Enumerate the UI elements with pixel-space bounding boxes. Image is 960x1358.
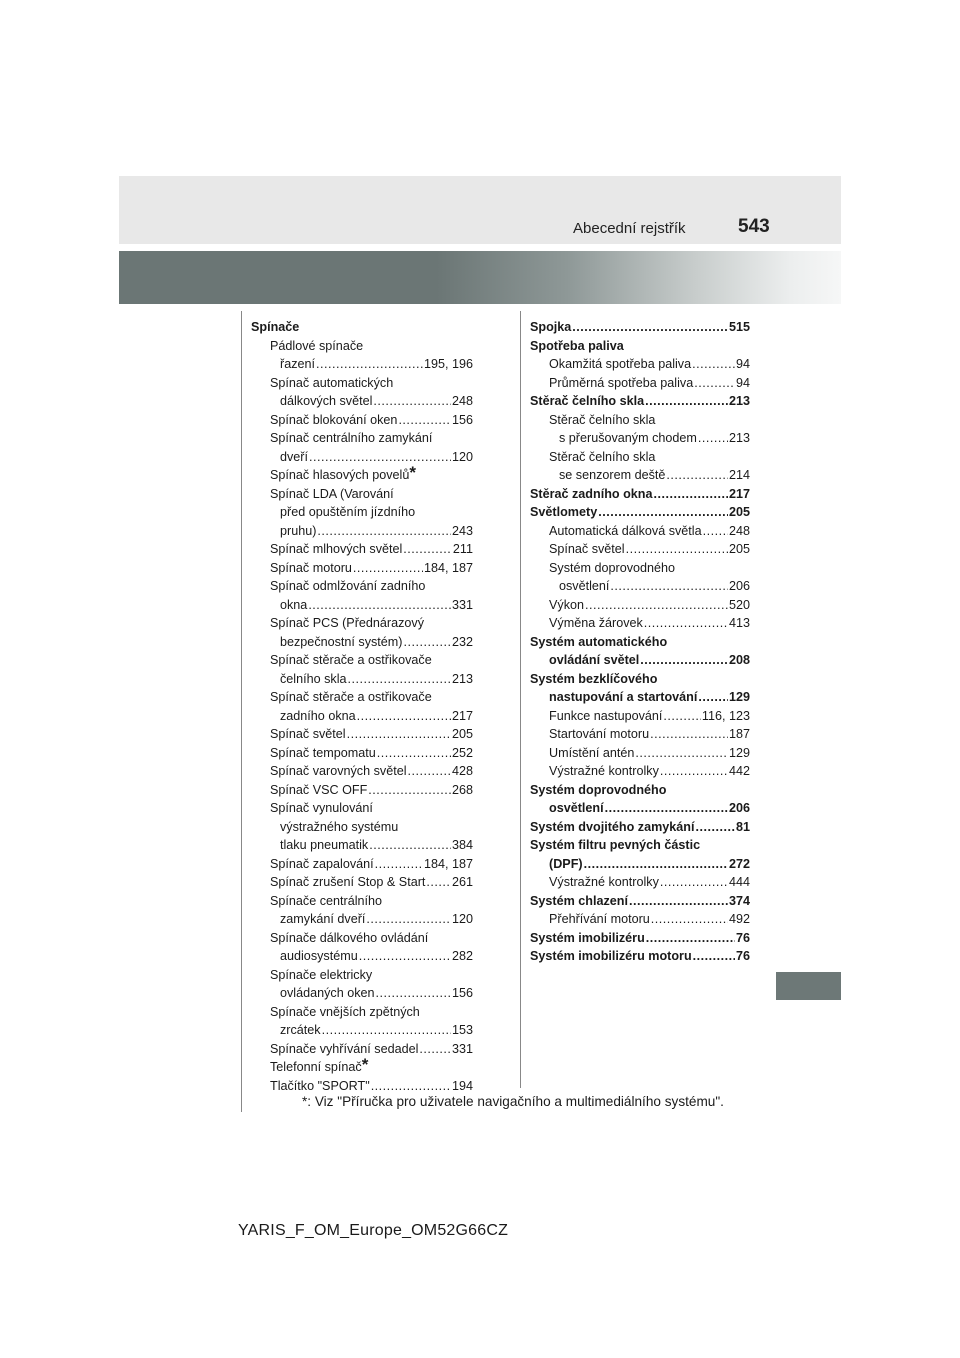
dot-leader (666, 466, 728, 485)
index-entry-page: 331 (451, 597, 473, 612)
dot-leader (347, 725, 451, 744)
index-entry-page: 206 (728, 801, 750, 815)
dot-leader (359, 947, 451, 966)
index-entry-page: 213 (728, 394, 750, 408)
index-entry (251, 485, 473, 504)
index-entry-page: 413 (728, 616, 750, 630)
index-entry (251, 522, 473, 541)
index-entry-term: Spínač odmlžování zadního (270, 579, 426, 593)
dot-leader (626, 540, 728, 559)
dot-leader (651, 910, 728, 929)
index-entry-page: 184, 187 (423, 560, 473, 575)
index-entry-page: 217 (451, 708, 473, 723)
index-column-right (530, 318, 750, 966)
dot-leader (698, 688, 728, 707)
index-entry (251, 448, 473, 467)
dot-leader (610, 577, 728, 596)
index-entry (251, 910, 473, 929)
dot-leader (308, 596, 451, 615)
index-entry-term: Spínač VSC OFF (270, 782, 368, 797)
index-entry-page: 76 (735, 949, 750, 963)
index-entry (251, 929, 473, 948)
index-entry-term: pruhu) (280, 523, 317, 538)
index-entry-term: Stěrač čelního skla (530, 394, 645, 408)
index-entry (530, 651, 750, 670)
index-entry-term: dveří (280, 449, 308, 464)
index-entry-term: Výkon (549, 597, 585, 612)
index-entry (530, 633, 750, 652)
index-entry-term: Umístění antén (549, 745, 635, 760)
index-entry-term: Systém filtru pevných částic (530, 838, 701, 852)
index-entry-term: Stěrač čelního skla (549, 412, 656, 427)
index-entry-page: 184, 187 (423, 856, 473, 871)
dot-leader (369, 836, 451, 855)
index-entry-term: řazení (280, 357, 316, 371)
index-entry-term: Spínač tempomatu (270, 745, 376, 760)
index-entry (251, 966, 473, 985)
index-entry-page: 187 (728, 727, 750, 741)
dot-leader (426, 873, 451, 892)
index-entry-term: zamykání dveří (280, 912, 366, 926)
dot-leader (371, 1077, 451, 1096)
index-entry (530, 670, 750, 689)
index-entry-term: Stěrač zadního okna (530, 486, 653, 501)
index-entry (530, 614, 750, 633)
dot-leader (629, 892, 728, 911)
index-entry-page: 76 (735, 930, 750, 945)
index-entry-page: 81 (735, 819, 750, 834)
index-entry-term: Spínač vynulování (270, 801, 373, 815)
index-entry-page: 94 (735, 357, 750, 371)
index-entry-page: 208 (728, 653, 750, 667)
index-entry-term: zrcátek (280, 1023, 321, 1037)
index-entry-page: 94 (735, 375, 750, 390)
index-entry (251, 614, 473, 633)
index-entry-page: 428 (451, 764, 473, 778)
index-entry (251, 633, 473, 652)
index-entry (530, 448, 750, 467)
dot-leader (317, 522, 451, 541)
dot-leader (408, 762, 451, 781)
dot-leader (635, 744, 728, 763)
index-entry-term: Výstražné kontrolky (549, 875, 659, 889)
index-entry-page: 268 (451, 782, 473, 797)
index-entry-term: bezpečnostní systém) (280, 634, 403, 649)
index-entry-page: 156 (451, 986, 473, 1000)
dot-leader (398, 411, 451, 430)
index-entry (251, 577, 473, 596)
index-entry-page: 492 (728, 912, 750, 926)
dot-leader (598, 503, 728, 522)
dot-leader (650, 725, 728, 744)
index-entry (530, 577, 750, 596)
index-entry-page: 520 (728, 597, 750, 612)
index-entry-term: Spínač motoru (270, 560, 352, 575)
index-entry-page: 248 (728, 523, 750, 538)
index-entry-term: Spínač světel (270, 727, 346, 741)
index-entry-page: 232 (451, 634, 473, 649)
index-entry (530, 855, 750, 874)
index-entry-term: Stěrač čelního skla (549, 449, 656, 464)
index-entry (251, 429, 473, 448)
left-column-rule (241, 311, 242, 1112)
index-entry (251, 337, 473, 356)
index-entry (251, 374, 473, 393)
index-entry (251, 651, 473, 670)
index-entry-page: 213 (728, 431, 750, 445)
index-entry-term: Spínač zapalování (270, 856, 374, 871)
index-entry-term: okna (280, 597, 308, 612)
index-entry (251, 707, 473, 726)
index-entry-term: Spínač zrušení Stop & Start (270, 875, 426, 889)
index-entry-term: Spínač varovných světel (270, 764, 407, 778)
index-entry-term: Okamžitá spotřeba paliva (549, 357, 692, 371)
index-entry-term: Telefonní spínač (270, 1060, 362, 1074)
index-entry (251, 1021, 473, 1040)
index-entry (530, 503, 750, 522)
index-entry (251, 744, 473, 763)
index-entry (530, 485, 750, 504)
dot-leader (309, 448, 451, 467)
index-entry-page: 214 (728, 468, 750, 482)
index-entry (251, 1077, 473, 1096)
dot-leader (316, 355, 423, 374)
index-entry (251, 984, 473, 1003)
index-entry (530, 910, 750, 929)
index-entry-page: 213 (451, 671, 473, 686)
index-entry-term: zadního okna (280, 708, 356, 723)
index-entry-term: tlaku pneumatik (280, 838, 369, 852)
footnote-star-mark: * (409, 463, 416, 482)
index-entry (530, 929, 750, 948)
section-title: Abecední rejstřík (573, 220, 686, 237)
index-entry-term: čelního skla (280, 671, 347, 686)
index-entry-page: 116, 123 (701, 708, 750, 723)
index-entry (530, 744, 750, 763)
index-entry-page: 252 (451, 745, 473, 760)
index-entry-term: dálkových světel (280, 394, 373, 408)
index-entry-page: 331 (451, 1041, 473, 1056)
index-entry-term: Spínač LDA (Varování (270, 486, 394, 501)
index-entry (251, 947, 473, 966)
index-entry-page: 153 (451, 1023, 473, 1037)
chapter-side-tab (776, 972, 841, 1000)
index-entry (530, 337, 750, 356)
index-entry-page: 205 (451, 727, 473, 741)
index-entry-term: Systém chlazení (530, 893, 628, 908)
index-entry (530, 725, 750, 744)
index-entry (251, 355, 473, 374)
index-entry-page: 442 (728, 764, 750, 778)
index-entry-page: 206 (728, 579, 750, 593)
index-entry-page: 515 (728, 320, 750, 334)
index-entry-term: Přehřívání motoru (549, 912, 650, 926)
dot-leader (377, 744, 451, 763)
index-entry (530, 411, 750, 430)
index-entry (530, 947, 750, 966)
index-entry-page: 195, 196 (423, 357, 473, 371)
index-entry-page: 444 (728, 875, 750, 889)
index-entry-term: osvětlení (549, 801, 604, 815)
index-entry-term: Spínač centrálního zamykání (270, 431, 433, 445)
index-entry (530, 559, 750, 578)
index-entry-term: Výstražné kontrolky (549, 764, 659, 778)
index-entry (251, 762, 473, 781)
dot-leader (376, 984, 451, 1003)
index-entry-term: před opuštěním jízdního (280, 505, 416, 519)
index-entry-page: 205 (728, 505, 750, 519)
index-entry (530, 818, 750, 837)
dot-leader (660, 762, 728, 781)
dot-leader (605, 799, 728, 818)
index-entry-term: Spínač mlhových světel (270, 542, 403, 556)
dot-leader (646, 929, 735, 948)
index-entry (251, 540, 473, 559)
dot-leader (692, 355, 735, 374)
index-entry-term: s přerušovaným chodem (559, 431, 697, 445)
index-entry (251, 799, 473, 818)
dot-leader (663, 707, 700, 726)
index-entry-term: se senzorem deště (559, 468, 666, 482)
dot-leader (660, 873, 728, 892)
index-entry-term: nastupování a startování (549, 690, 698, 704)
index-entry (251, 1055, 473, 1077)
index-entry (530, 374, 750, 393)
dot-leader (585, 596, 728, 615)
document-code: YARIS_F_OM_Europe_OM52G66CZ (238, 1222, 509, 1239)
header-band (119, 176, 841, 244)
dot-leader (645, 392, 728, 411)
dot-leader (357, 707, 451, 726)
index-entry-page: 248 (451, 394, 473, 408)
index-entry-term: Spínač stěrače a ostřikovače (270, 690, 432, 704)
index-entry-term: Systém doprovodného (530, 782, 667, 797)
index-entry-term: Světlomety (530, 505, 598, 519)
index-entry (251, 411, 473, 430)
index-entry (530, 688, 750, 707)
index-entry (251, 818, 473, 837)
index-entry-term: Funkce nastupování (549, 708, 663, 723)
index-entry-term: Automatická dálková světla (549, 523, 702, 538)
dot-leader (404, 633, 451, 652)
dot-leader (403, 540, 452, 559)
index-entry (530, 892, 750, 911)
index-entry (251, 392, 473, 411)
index-entry-page: 272 (728, 856, 750, 871)
index-entry (251, 1003, 473, 1022)
index-entry-term: Systém automatického (530, 634, 668, 649)
index-entry-term: Spínač světel (549, 542, 625, 556)
index-entry-term: Systém imobilizéru motoru (530, 949, 692, 963)
index-entry-term: ovládaných oken (280, 986, 375, 1000)
dot-leader (653, 485, 728, 504)
footnote-star-mark: * (361, 1055, 369, 1074)
index-entry-page: 129 (728, 690, 750, 704)
index-entry (251, 596, 473, 615)
dot-leader (368, 781, 451, 800)
index-entry (530, 466, 750, 485)
index-entry (251, 559, 473, 578)
index-entry-page: 243 (451, 523, 473, 538)
index-entry (251, 855, 473, 874)
index-entry-term: Spínače centrálního (270, 893, 383, 908)
index-entry (251, 318, 473, 337)
index-entry (251, 873, 473, 892)
index-entry-term: Pádlové spínače (270, 338, 364, 353)
index-entry-page: 120 (451, 449, 473, 464)
index-entry-term: Spínače vnějších zpětných (270, 1004, 420, 1019)
index-entry (530, 392, 750, 411)
dot-leader (695, 818, 735, 837)
dot-leader (572, 318, 728, 337)
index-entry-term: audiosystému (280, 949, 358, 963)
index-entry-term: Systém bezklíčového (530, 671, 658, 686)
dot-leader (698, 429, 728, 448)
index-entry-page: 261 (451, 875, 473, 889)
index-entry-page: 205 (728, 542, 750, 556)
index-entry (530, 873, 750, 892)
index-entry-term: Spínače vyhřívání sedadel (270, 1041, 419, 1056)
index-entry (530, 836, 750, 855)
index-entry-page: 217 (728, 486, 750, 501)
index-entry-term: (DPF) (549, 856, 583, 871)
index-entry (530, 355, 750, 374)
dot-leader (693, 947, 735, 966)
index-entry-term: Spínače (251, 320, 300, 334)
dot-leader (584, 855, 728, 874)
index-entry (530, 522, 750, 541)
index-entry-page: 156 (451, 412, 473, 427)
index-entry-term: výstražného systému (280, 819, 399, 834)
dot-leader (373, 392, 451, 411)
index-entry-term: Spotřeba paliva (530, 338, 624, 353)
index-entry-term: Systém doprovodného (549, 560, 676, 575)
header-gradient-bar (119, 251, 841, 304)
dot-leader (419, 1040, 451, 1059)
index-entry-term: Výměna žárovek (549, 616, 643, 630)
index-entry-term: Spínače elektricky (270, 967, 373, 982)
index-entry (530, 781, 750, 800)
index-entry (530, 318, 750, 337)
index-entry-term: Spínač automatických (270, 375, 394, 390)
index-entry-page: 129 (728, 745, 750, 760)
footnote: *: Viz "Příručka pro uživatele navigačního a multimediálního systému". (302, 1094, 724, 1109)
index-entry-page: 282 (451, 949, 473, 963)
index-entry-term: Systém imobilizéru (530, 930, 645, 945)
index-entry-term: Systém dvojitého zamykání (530, 819, 695, 834)
index-entry-term: Spínač blokování oken (270, 412, 398, 427)
index-entry-term: Spínač stěrače a ostřikovače (270, 653, 432, 667)
dot-leader (348, 670, 451, 689)
index-entry-page: 384 (451, 838, 473, 852)
index-entry (530, 429, 750, 448)
index-entry-term: Průměrná spotřeba paliva (549, 375, 694, 390)
dot-leader (353, 559, 423, 578)
index-entry (251, 836, 473, 855)
index-entry (530, 799, 750, 818)
index-entry-term: ovládání světel (549, 653, 640, 667)
index-entry-page: 194 (451, 1078, 473, 1093)
index-entry (251, 463, 473, 485)
dot-leader (640, 651, 728, 670)
index-entry-page: 120 (451, 912, 473, 926)
dot-leader (366, 910, 451, 929)
index-entry-term: Spínač hlasových povelů (270, 468, 410, 482)
dot-leader (322, 1021, 451, 1040)
dot-leader (644, 614, 728, 633)
index-entry-term: osvětlení (559, 579, 610, 593)
index-entry-term: Spínače dálkového ovládání (270, 930, 429, 945)
index-entry (530, 762, 750, 781)
dot-leader (375, 855, 423, 874)
index-entry-term: Spojka (530, 320, 572, 334)
index-entry (251, 688, 473, 707)
index-entry (530, 707, 750, 726)
index-entry (251, 781, 473, 800)
index-entry (251, 892, 473, 911)
index-entry-term: Startování motoru (549, 727, 650, 741)
index-entry-page: 211 (452, 542, 473, 556)
page-number: 543 (738, 216, 770, 237)
dot-leader (703, 522, 728, 541)
index-entry (251, 670, 473, 689)
index-entry-term: Spínač PCS (Přednárazový (270, 616, 424, 630)
dot-leader (694, 374, 735, 393)
index-entry-term: Tlačítko "SPORT" (270, 1078, 370, 1093)
index-entry (251, 725, 473, 744)
index-entry (530, 596, 750, 615)
middle-column-rule (520, 311, 521, 1088)
index-entry (530, 540, 750, 559)
index-entry-page: 374 (728, 893, 750, 908)
index-entry (251, 503, 473, 522)
index-column-left (251, 318, 473, 1095)
